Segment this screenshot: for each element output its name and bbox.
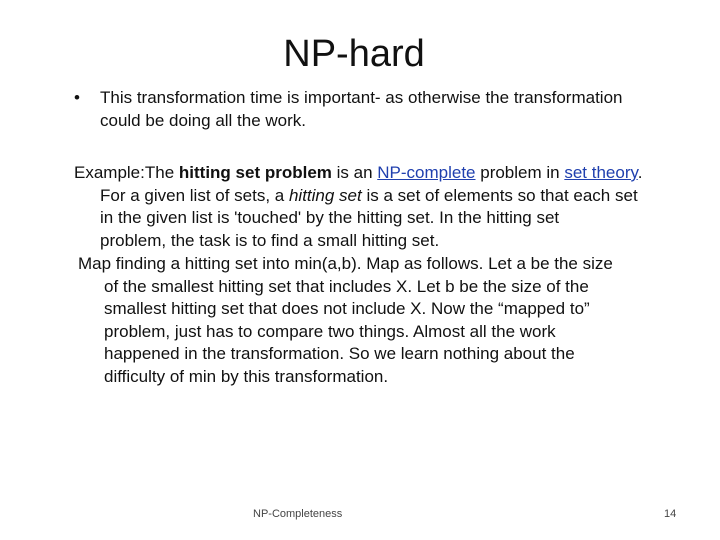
set-theory-link[interactable]: set theory — [564, 163, 638, 182]
hitting-set-term: hitting set problem — [178, 163, 332, 182]
mapping-line-5: happened in the transformation. So we learn nothing about the — [104, 344, 575, 364]
mapping-line-6: difficulty of min by this transformation. — [104, 366, 389, 386]
bullet-item — [74, 86, 684, 132]
slide-title: NP-hard — [283, 33, 425, 75]
example-mid-1: is an — [331, 163, 378, 182]
example-line-2 — [74, 185, 684, 208]
bullet-line-2: could be doing all the work. — [100, 111, 307, 130]
mapping-line-4: problem, just has to compare two things. Almost all the work — [104, 321, 556, 341]
example-line-4: problem, the task is to find a small hitting set. — [100, 230, 440, 250]
page-number: 14 — [664, 508, 677, 520]
mapping-line-1: Map finding a hitting set into min(a,b). Map as follows. Let a be the size — [78, 254, 613, 273]
example-line-2a: For a given list of sets, a — [100, 185, 289, 205]
mapping-line-3: smallest hitting set that does not include X. Now the “mapped to” — [104, 299, 590, 319]
mapping-line-2: of the smallest hitting set that includes X. Let b be the size of the — [104, 276, 589, 296]
hitting-set-italic: hitting set — [288, 185, 362, 205]
example-end: . — [637, 163, 643, 182]
example-mid-2: problem in — [475, 163, 565, 182]
np-complete-link[interactable]: NP-complete — [377, 163, 476, 182]
example-prefix: Example:The — [74, 163, 179, 182]
bullet-marker: • — [74, 88, 80, 107]
example-line-3: in the given list is 'touched' by the hitting set. In the hitting set — [100, 208, 560, 228]
example-line-1 — [74, 162, 684, 185]
example-paragraph — [74, 162, 684, 252]
example-line-2b: is a set of elements so that each set — [361, 185, 638, 205]
mapping-paragraph — [78, 253, 688, 389]
footer-title: NP-Completeness — [253, 508, 343, 520]
bullet-line-1: This transformation time is important- as otherwise the transformation — [100, 88, 623, 107]
